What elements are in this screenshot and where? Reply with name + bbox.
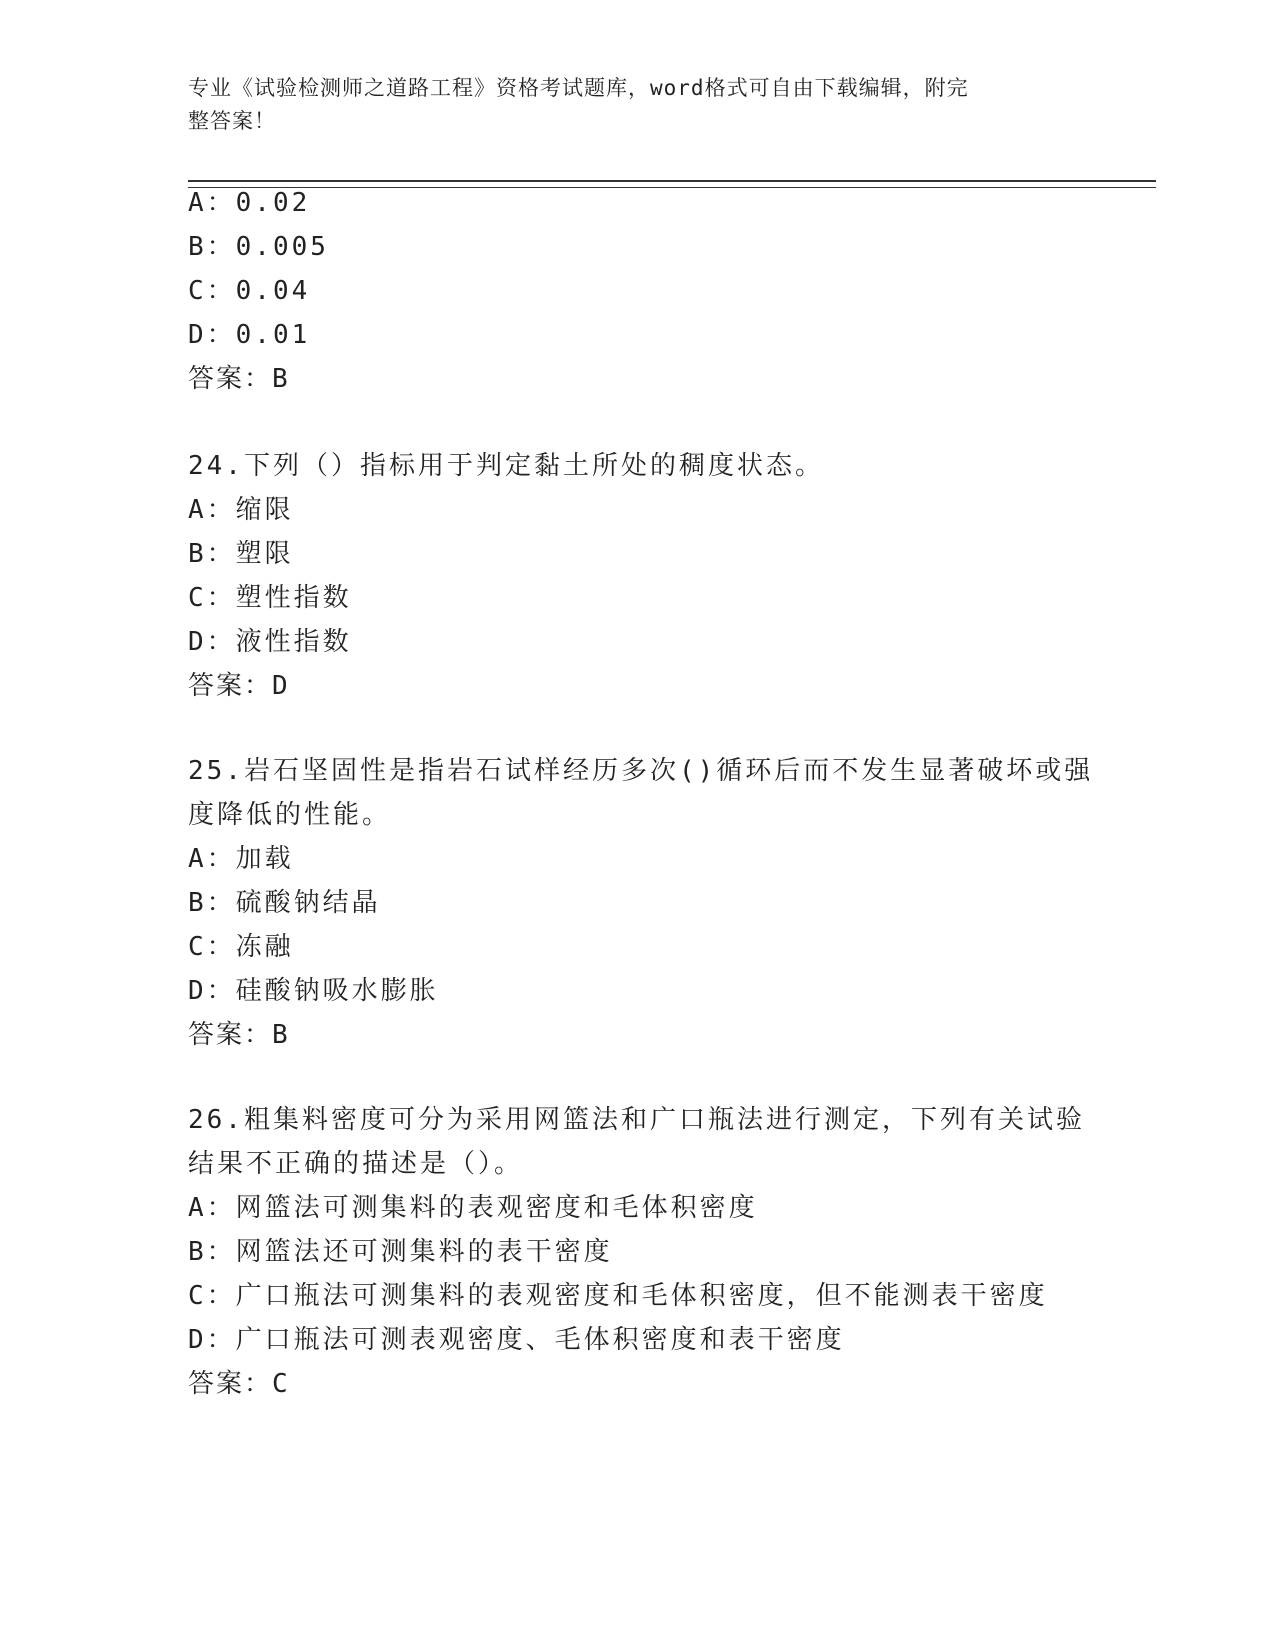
q25-option-a: A：加载 — [188, 844, 294, 874]
header-line-2: 整答案！ — [188, 109, 276, 133]
q26-option-a: A：网篮法可测集料的表观密度和毛体积密度 — [188, 1193, 758, 1223]
q26-answer: 答案：C — [188, 1369, 290, 1399]
q25-option-d: D：硅酸钠吸水膨胀 — [188, 976, 439, 1006]
q24-option-b: B：塑限 — [188, 539, 294, 569]
q24-option-d: D：液性指数 — [188, 627, 352, 657]
header-line-1: 专业《试验检测师之道路工程》资格考试题库，word格式可自由下载编辑，附完 — [188, 76, 969, 100]
q25-stem-line-2: 度降低的性能。 — [188, 800, 392, 830]
q24-stem: 24.下列（）指标用于判定黏土所处的稠度状态。 — [188, 451, 824, 481]
q26-stem-line-1: 26.粗集料密度可分为采用网篮法和广口瓶法进行测定，下列有关试验 — [188, 1105, 1085, 1135]
q23-option-d: D：0.01 — [188, 320, 311, 350]
q25-stem-line-1: 25.岩石坚固性是指岩石试样经历多次()循环后而不发生显著破坏或强 — [188, 756, 1094, 786]
q24-option-c: C：塑性指数 — [188, 583, 352, 613]
q25-option-b: B：硫酸钠结晶 — [188, 888, 381, 918]
q24-option-a: A：缩限 — [188, 495, 294, 525]
q23-answer: 答案：B — [188, 364, 290, 394]
q24-answer: 答案：D — [188, 671, 290, 701]
header-divider — [188, 180, 1156, 188]
q26-option-d: D：广口瓶法可测表观密度、毛体积密度和表干密度 — [188, 1325, 845, 1355]
q23-option-c: C：0.04 — [188, 276, 311, 306]
q23-option-a: A：0.02 — [188, 188, 311, 218]
q26-stem-line-2: 结果不正确的描述是（）。 — [188, 1149, 524, 1179]
q26-option-c: C：广口瓶法可测集料的表观密度和毛体积密度，但不能测表干密度 — [188, 1281, 1048, 1311]
q23-option-b: B：0.005 — [188, 232, 329, 262]
q25-option-c: C：冻融 — [188, 932, 294, 962]
q26-option-b: B：网篮法还可测集料的表干密度 — [188, 1237, 613, 1267]
q25-answer: 答案：B — [188, 1020, 290, 1050]
document-header — [188, 72, 1068, 138]
